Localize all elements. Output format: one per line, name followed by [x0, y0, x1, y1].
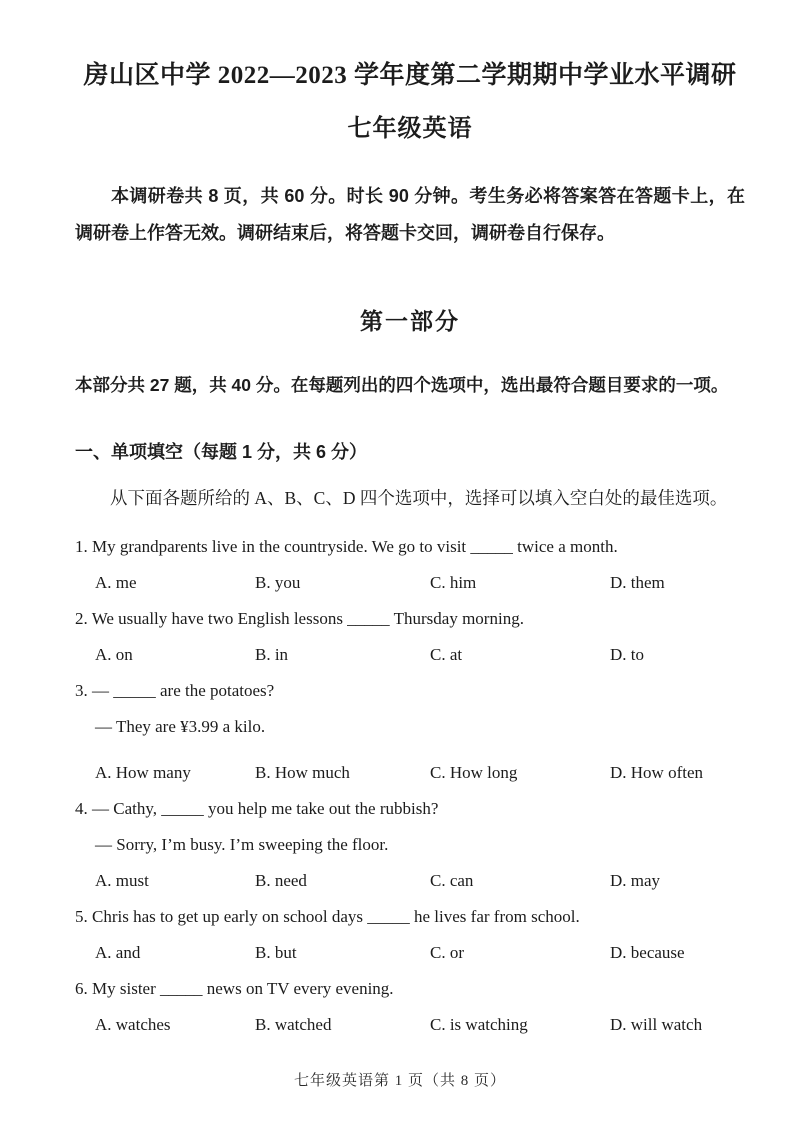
exam-instructions: 本调研卷共 8 页，共 60 分。时长 90 分钟。考生务必将答案答在答题卡上，在调研卷上作答无效。调研结束后，将答题卡交回，调研卷自行保存。 [75, 186, 745, 243]
question-1 [75, 529, 745, 601]
question-1-option-a: A. me [95, 573, 137, 592]
question-3-option-a: A. How many [95, 763, 191, 782]
question-4-option-a: A. must [95, 871, 149, 890]
question-4-option-c: C. can [430, 871, 474, 890]
page-footer: 七年级英语第 1 页（共 8 页） [293, 1073, 506, 1089]
question-6-option-c: C. is watching [430, 1015, 528, 1034]
question-3-options [75, 755, 745, 791]
question-6 [75, 971, 745, 1043]
question-6-option-b: B. watched [255, 1015, 332, 1034]
question-2-options [75, 637, 745, 673]
question-1-option-d: D. them [610, 573, 665, 592]
question-5-options [75, 935, 745, 971]
question-6-option-a: A. watches [95, 1015, 171, 1034]
section1-instruction: 从下面各题所给的 A、B、C、D 四个选项中，选择可以填入空白处的最佳选项。 [110, 488, 728, 508]
question-2-option-c: C. at [430, 645, 463, 664]
question-3-text: 3. — _____ are the potatoes? [75, 681, 275, 700]
question-3-option-b: B. How much [255, 763, 350, 782]
question-2-option-a: A. on [95, 645, 133, 664]
question-6-text: 6. My sister _____ news on TV every evening. [75, 979, 394, 998]
part1-description: 本部分共 27 题，共 40 分。在每题列出的四个选项中，选出最符合题目要求的一项。 [75, 375, 729, 395]
section1-heading: 一、单项填空（每题 1 分，共 6 分） [75, 442, 368, 462]
question-3-text-line2: — They are ¥3.99 a kilo. [95, 717, 266, 736]
question-3-option-d: D. How often [610, 763, 704, 782]
exam-title: 房山区中学 2022—2023 学年度第二学期期中学业水平调研 [83, 62, 737, 89]
question-4-option-b: B. need [255, 871, 307, 890]
question-5-option-d: D. because [610, 943, 685, 962]
question-2-text: 2. We usually have two English lessons _____ Thursday morning. [75, 609, 524, 628]
question-5-text: 5. Chris has to get up early on school days _____ he lives far from school. [75, 907, 580, 926]
question-5-option-c: C. or [430, 943, 464, 962]
question-3 [75, 673, 745, 791]
question-list [75, 529, 745, 1043]
question-4 [75, 791, 745, 899]
question-5-option-b: B. but [255, 943, 297, 962]
question-5-option-a: A. and [95, 943, 141, 962]
part1-heading: 第一部分 [360, 308, 460, 334]
question-4-text: 4. — Cathy, _____ you help me take out the rubbish? [75, 799, 439, 818]
question-1-options [75, 565, 745, 601]
question-3-option-c: C. How long [430, 763, 518, 782]
question-2-option-d: D. to [610, 645, 644, 664]
question-2 [75, 601, 745, 673]
question-1-option-c: C. him [430, 573, 477, 592]
question-6-options [75, 1007, 745, 1043]
question-4-options [75, 863, 745, 899]
question-4-text-line2: — Sorry, I’m busy. I’m sweeping the floor. [95, 835, 389, 854]
question-1-text: 1. My grandparents live in the countryside. We go to visit _____ twice a month. [75, 537, 618, 556]
question-2-option-b: B. in [255, 645, 289, 664]
exam-subtitle: 七年级英语 [347, 116, 473, 142]
question-4-option-d: D. may [610, 871, 661, 890]
question-6-option-d: D. will watch [610, 1015, 703, 1034]
question-5 [75, 899, 745, 971]
question-1-option-b: B. you [255, 573, 301, 592]
